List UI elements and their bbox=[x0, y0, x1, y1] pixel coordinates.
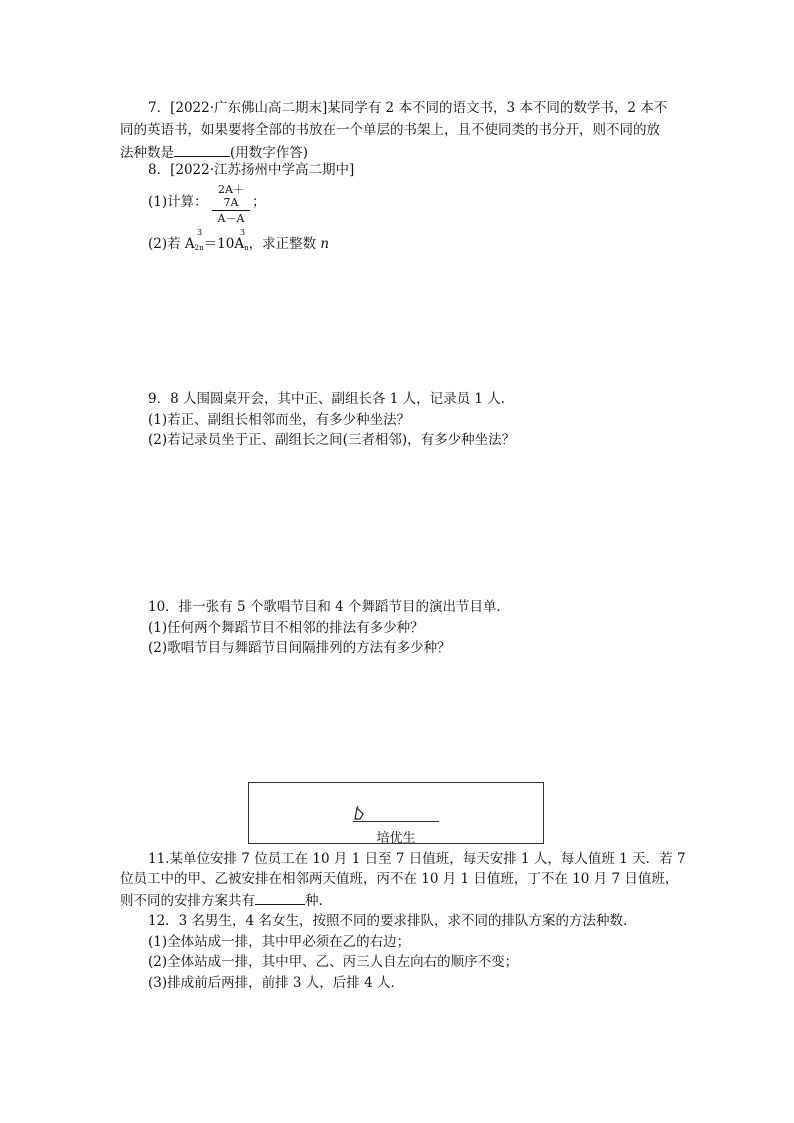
q10-line-3: (2)歌唱节目与舞蹈节目间隔排列的方法有多少种？ bbox=[148, 640, 451, 656]
q8-part2-var: n bbox=[320, 236, 330, 252]
q8-part2-a: (2)若 A bbox=[148, 236, 195, 252]
q7-line-1: 7．[2022·广东佛山高二期末]某同学有 2 本不同的语文书，3 本不同的数学书，2 本不 bbox=[148, 100, 668, 116]
q9-line-1: 9．8 人围圆桌开会，其中正、副组长各 1 人，记录员 1 人． bbox=[148, 391, 515, 407]
q11-text-a: 则不同的安排方案共有 bbox=[120, 893, 255, 909]
q7-text-b: (用数字作答) bbox=[230, 145, 309, 161]
q12-line-4: (3)排成前后两排，前排 3 人，后排 4 人． bbox=[148, 975, 404, 991]
q9-line-2: (1)若正、副组长相邻而坐，有多少种坐法？ bbox=[148, 412, 411, 428]
section-banner bbox=[248, 782, 544, 844]
q11-text-b: 种. bbox=[305, 893, 323, 909]
q7-line-3 bbox=[120, 143, 308, 162]
q8-superscript-1: 3 bbox=[197, 228, 203, 237]
q8-fraction bbox=[212, 183, 250, 225]
q8-part2-sub1: 2n bbox=[194, 244, 204, 252]
q8-part2-sub2: n bbox=[244, 244, 249, 252]
q8-part1-label: (1)计算： bbox=[148, 194, 208, 210]
q8-fraction-numerator: 2A＋7A bbox=[218, 183, 244, 209]
pencil-logo-icon bbox=[353, 805, 367, 821]
q10-line-1: 10．排一张有 5 个歌唱节目和 4 个舞蹈节目的演出节目单． bbox=[148, 599, 511, 615]
q7-answer-blank bbox=[174, 143, 230, 157]
q10-line-2: (1)任何两个舞蹈节目不相邻的排法有多少种？ bbox=[148, 620, 424, 636]
q9-line-3: (2)若记录员坐于正、副组长之间(三者相邻)，有多少种坐法？ bbox=[148, 432, 516, 448]
q7-line-2: 同的英语书，如果要将全部的书放在一个单层的书架上，且不使同类的书分开，则不同的放 bbox=[120, 122, 660, 138]
q11-line-1: 11.某单位安排 7 位员工在 10 月 1 日至 7 日值班，每天安排 1 人，每人值班 1 天．若 7 bbox=[148, 851, 686, 867]
q8-part1 bbox=[148, 193, 208, 211]
banner-rule bbox=[353, 821, 439, 822]
q8-superscript-2: 3 bbox=[240, 228, 246, 237]
q8-part2-c: ，求正整数 bbox=[248, 236, 321, 252]
q12-line-1: 12．3 名男生，4 名女生，按照不同的要求排队，求不同的排队方案的方法种数． bbox=[148, 913, 637, 929]
q12-line-2: (1)全体站成一排，其中甲必须在乙的右边； bbox=[148, 934, 411, 950]
q11-answer-blank bbox=[255, 891, 305, 905]
q8-header: 8．[2022·江苏扬州中学高二期中] bbox=[148, 162, 355, 178]
q8-part1-end: ； bbox=[252, 194, 266, 210]
q8-fraction-bar bbox=[212, 210, 250, 211]
q11-line-3 bbox=[120, 891, 323, 910]
q8-part2-b: ＝10A bbox=[203, 236, 245, 252]
q12-line-3: (2)全体站成一排，其中甲、乙、丙三人自左向右的顺序不变； bbox=[148, 954, 519, 970]
q8-fraction-denominator: A－A bbox=[217, 212, 245, 225]
banner-title: 培优生 bbox=[376, 831, 416, 846]
q8-part2 bbox=[148, 235, 329, 257]
q7-text-a: 法种数是 bbox=[120, 145, 174, 161]
q11-line-2: 位员工中的甲、乙被安排在相邻两天值班，丙不在 10 月 1 日值班，丁不在 10 月 7 日值班， bbox=[120, 871, 679, 887]
